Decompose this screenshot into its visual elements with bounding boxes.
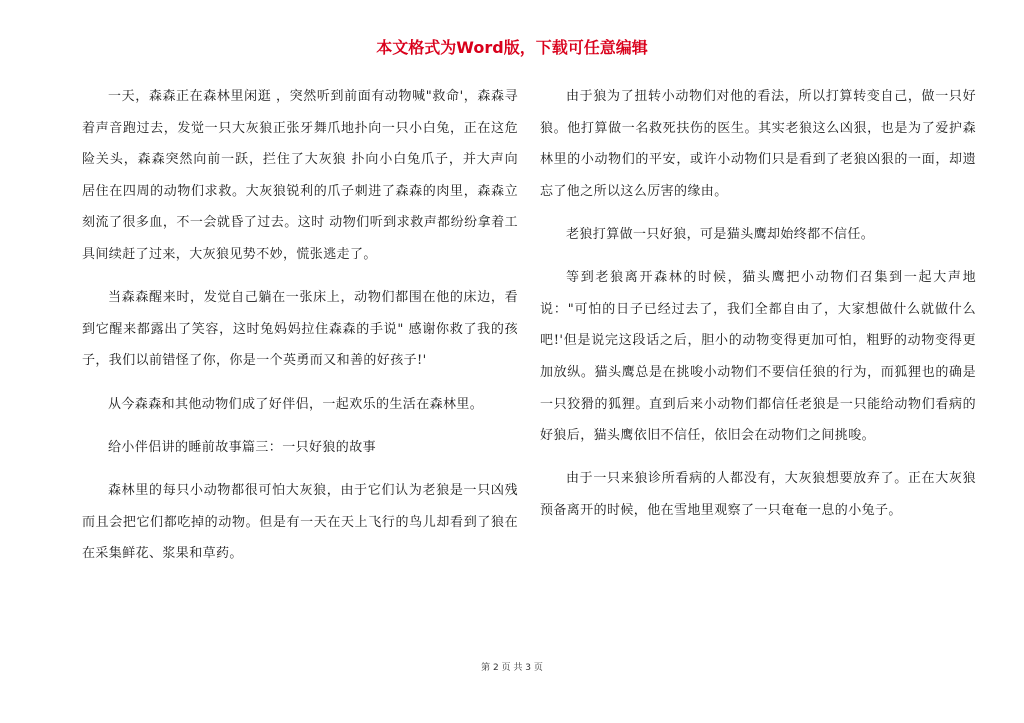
paragraph: 森林里的每只小动物都很可怕大灰狼，由于它们认为老狼是一只凶残而且会把它们都吃掉的动物。但是有一天在天上飞行的鸟儿却看到了狼在在采集鲜花、浆果和草药。	[82, 482, 518, 562]
paragraph: 由于一只来狼诊所看病的人都没有，大灰狼想要放弃了。正在大灰狼预备离开的时候，他在雪地里观察了一只奄奄一息的小兔子。	[540, 471, 976, 518]
paragraph: 等到老狼离开森林的时候，猫头鹰把小动物们召集到一起大声地说："可怕的日子已经过去了，我们全都自由了，大家想做什么就做什么吧!'但是说完这段话之后，胆小的动物变得更加可怕，粗野的动物变得更加放纵。猫头鹰总是在挑唆小动物们不要信任狼的行为，而狐狸也的确是一只狡猾的狐狸。直到后来小动物们都信任老狼是一只能给动物们看病的好狼后，猫头鹰依旧不信任，依旧会在动物们之间挑唆。	[540, 270, 976, 444]
right-text-column	[540, 81, 976, 538]
left-text-column	[82, 81, 518, 581]
paragraph: 由于狼为了扭转小动物们对他的看法，所以打算转变自己，做一只好狼。他打算做一名救死扶伤的医生。其实老狼这么凶狠，也是为了爱护森林里的小动物们的平安，或许小动物们只是看到了老狼凶狠的一面，却遗忘了他之所以这么厉害的缘由。	[540, 89, 976, 199]
paragraph: 一天，森森正在森林里闲逛 ，突然听到前面有动物喊"救命'，森森寻着声音跑过去，发觉一只大灰狼正张牙舞爪地扑向一只小白兔，正在这危险关头，森森突然向前一跃，拦住了大灰狼 扑向小白兔爪子，并大声向 居住在四周的动物们求救。大灰狼锐利的爪子刺进了森森的肉里，森森立刻流了很多血，不一会就昏了过去。这时 动物们听到求救声都纷纷拿着工具间续赶了过来，大灰狼见势不妙，慌张逃走了。	[82, 89, 518, 262]
paragraph: 从今森森和其他动物们成了好伴侣，一起欢乐的生活在森林里。	[108, 396, 484, 412]
paragraph: 当森森醒来时，发觉自己躺在一张床上，动物们都围在他的床边，看到它醒来都露出了笑容，这时兔妈妈拉住森森的手说" 感谢你救了我的孩子，我们以前错怪了你，你是一个英勇而又和善的好孩子!'	[82, 290, 518, 369]
page-number-footer: 第 2 页 共 3 页	[481, 663, 543, 673]
paragraph: 老狼打算做一只好狼，可是猫头鹰却始终都不信任。	[566, 226, 875, 242]
document-header-banner: 本文格式为Word版，下载可任意编辑	[376, 38, 648, 57]
story-section-heading: 给小伴侣讲的睡前故事篇三：一只好狼的故事	[108, 439, 377, 455]
